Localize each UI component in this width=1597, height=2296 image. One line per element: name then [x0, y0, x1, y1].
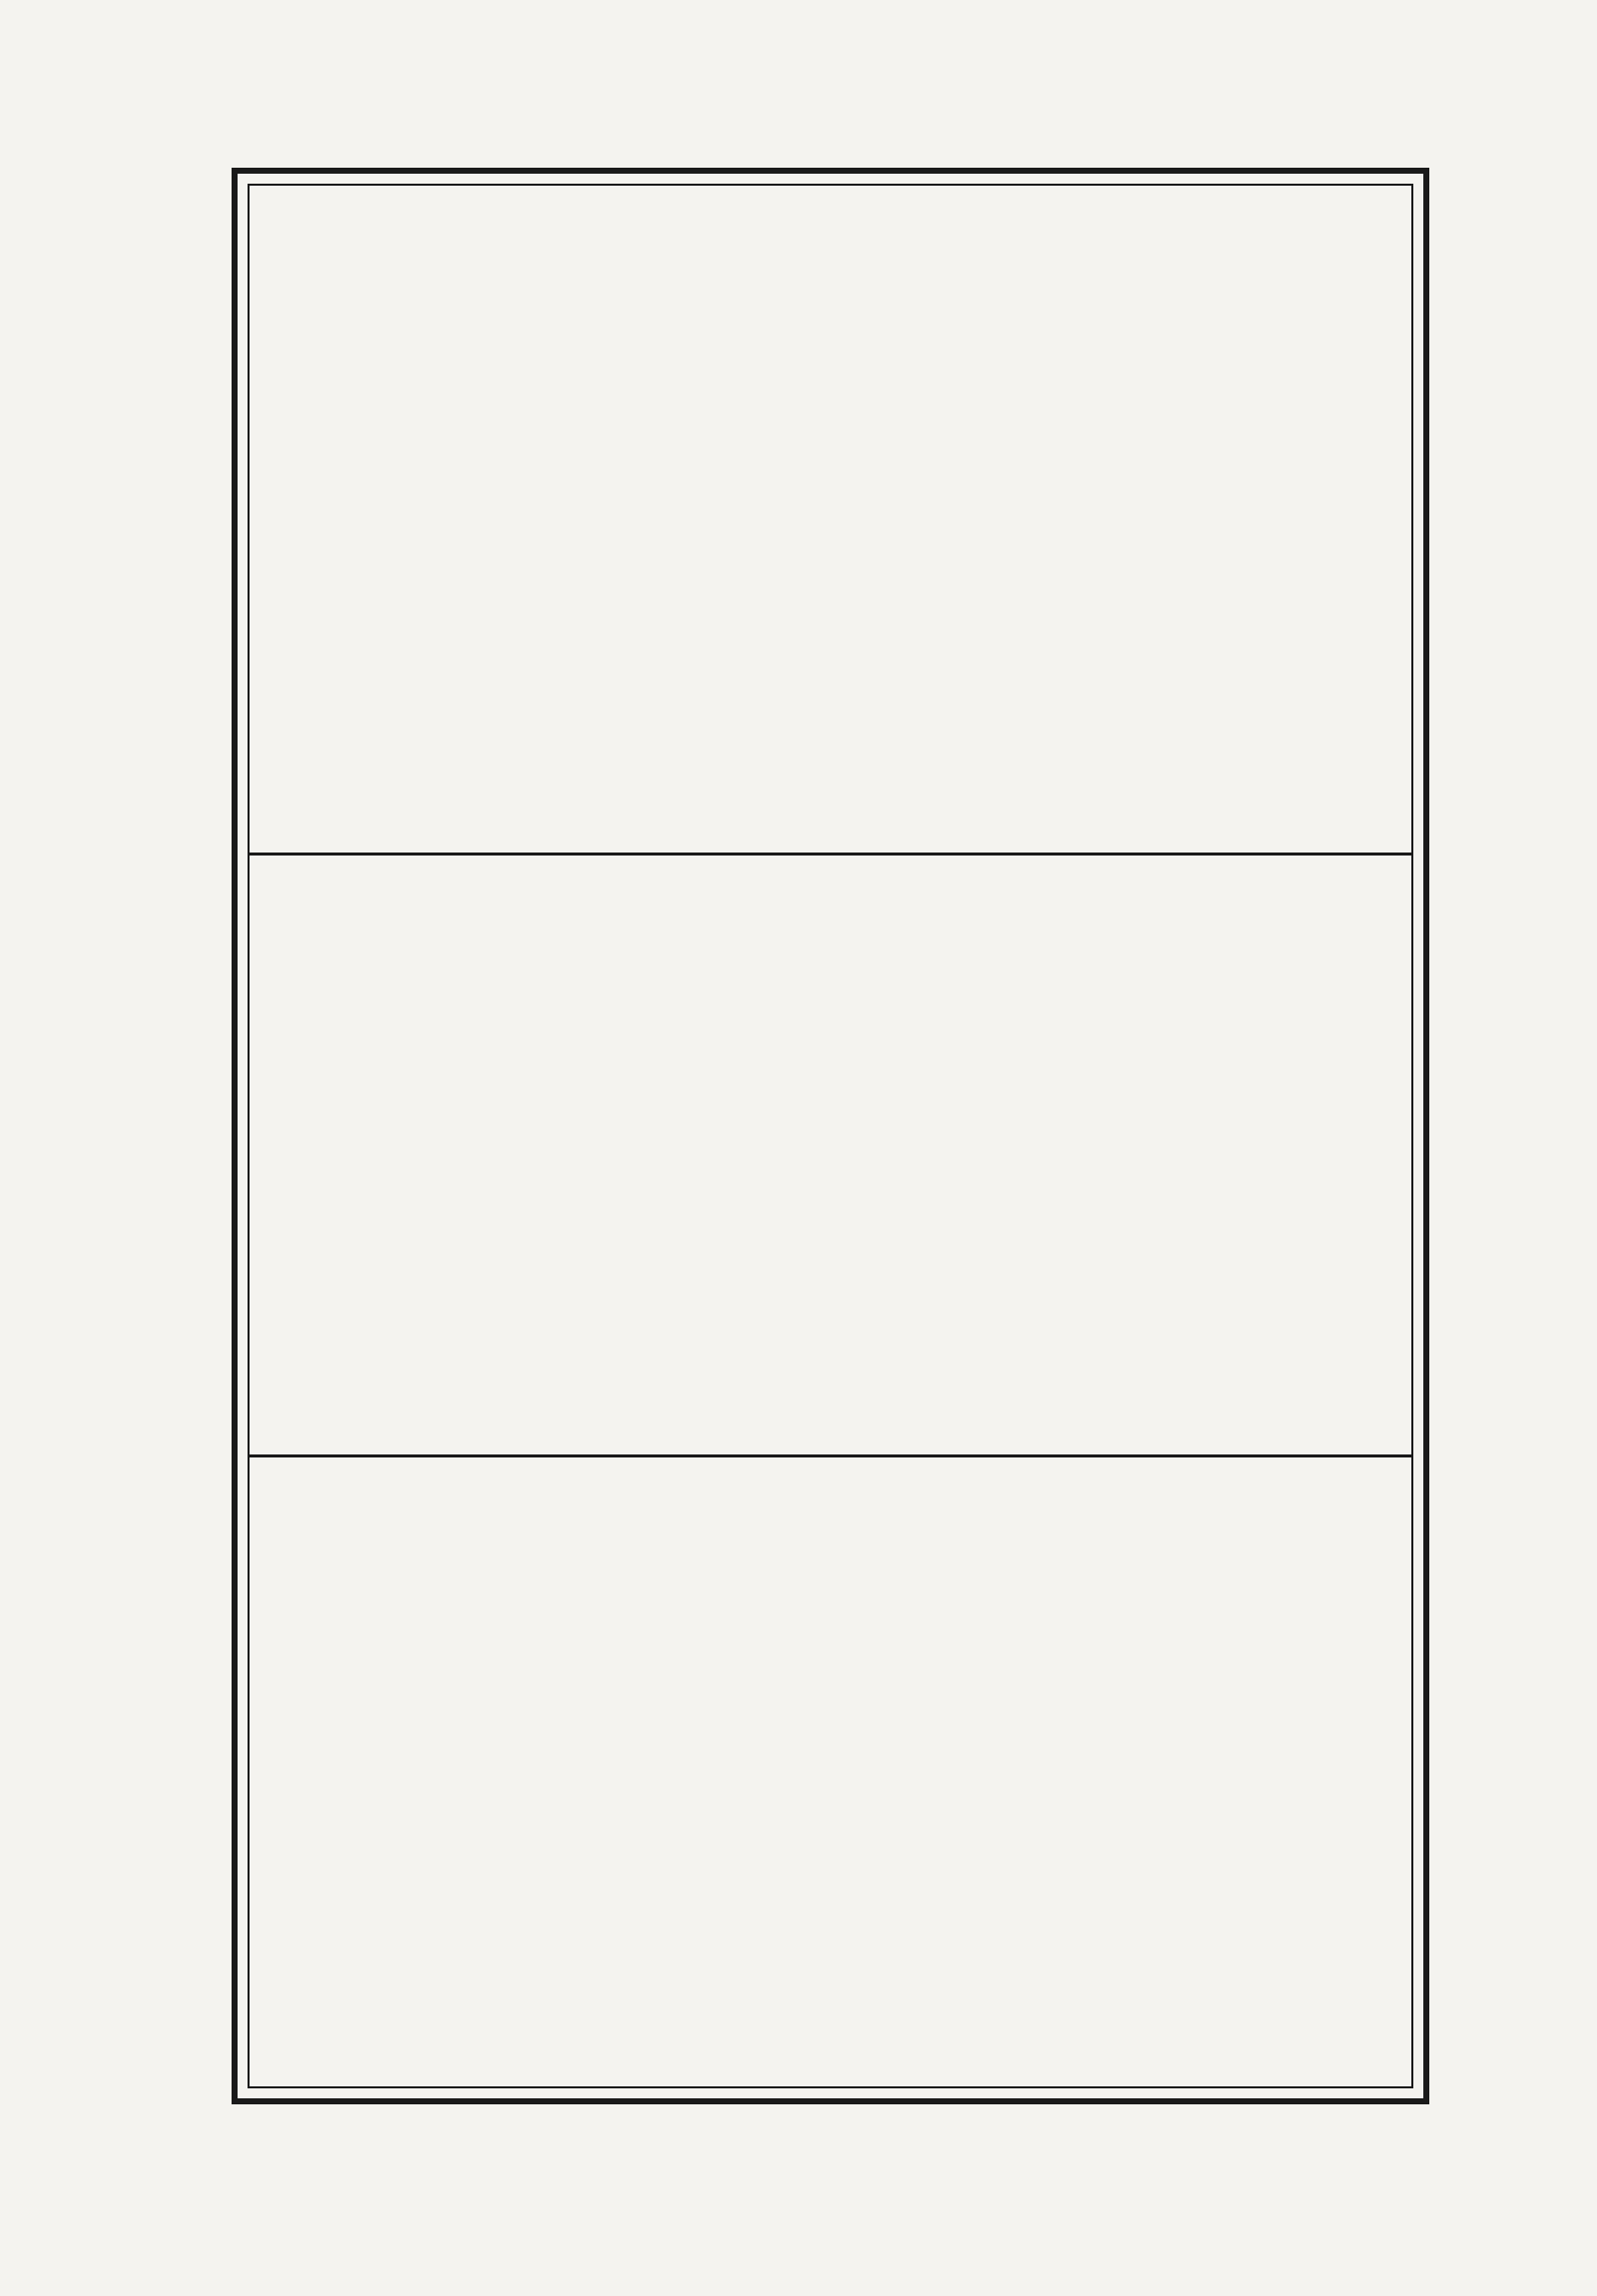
header-title [150, 230, 220, 1727]
page-frame [232, 168, 1429, 2104]
glossary-middle-panel [250, 856, 1411, 1454]
analysis-panel [250, 1457, 1411, 2086]
glossary-top-panel [250, 186, 1411, 853]
